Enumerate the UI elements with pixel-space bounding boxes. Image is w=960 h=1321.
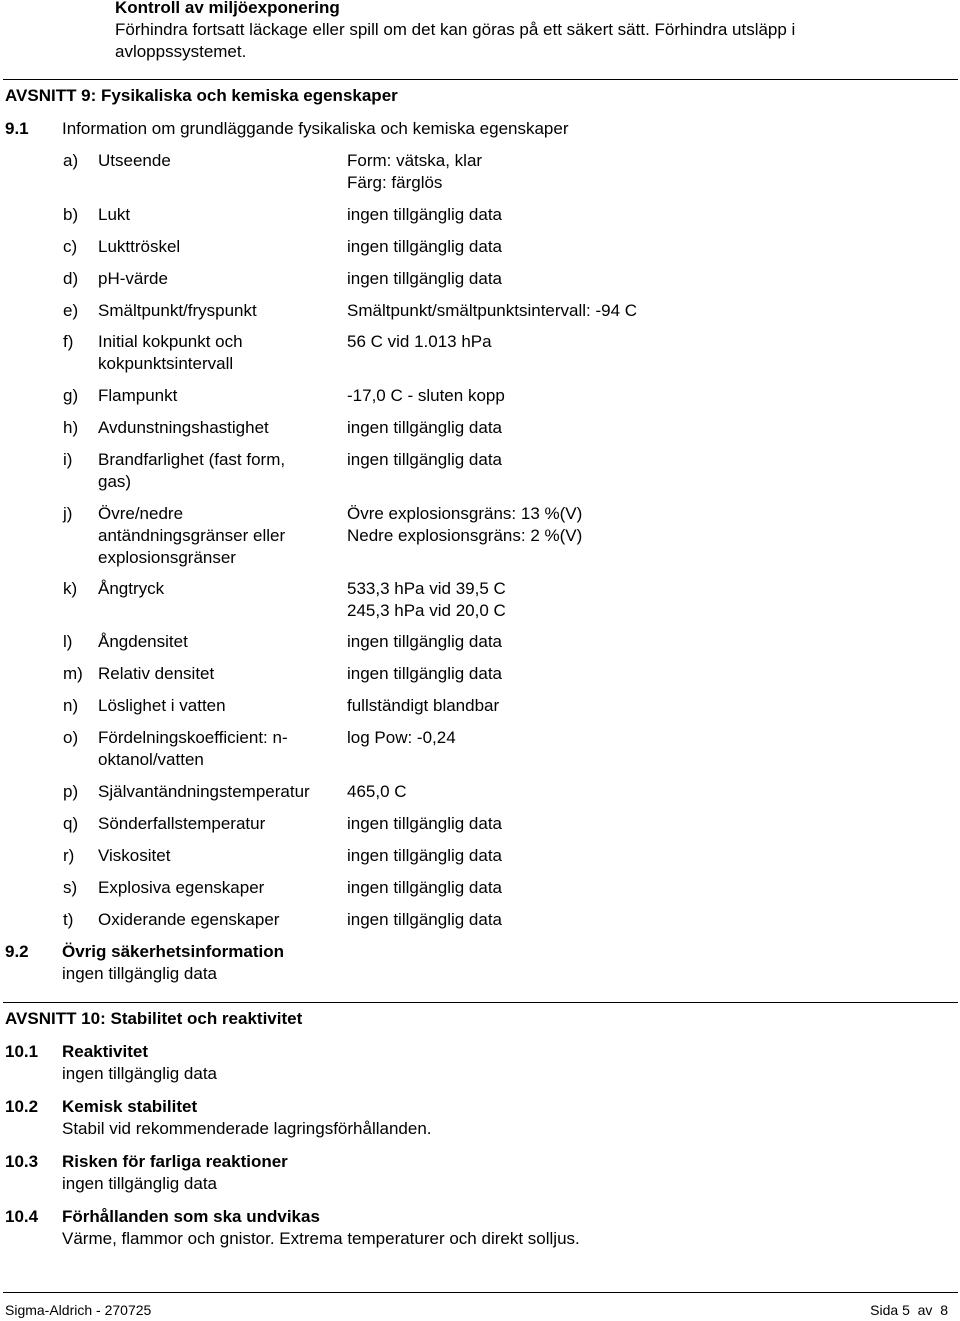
property-value: ingen tillgänglig data [347, 237, 503, 256]
property-value: Form: vätska, klar [347, 151, 483, 170]
environmental-exposure-heading: Kontroll av miljöexponering [115, 0, 340, 17]
property-letter: l) [63, 632, 73, 651]
subsection-10-3-title: Risken för farliga reaktioner [62, 1152, 288, 1171]
property-value: ingen tillgänglig data [347, 450, 503, 469]
property-label: Initial kokpunkt och [98, 332, 243, 351]
property-letter: k) [63, 579, 78, 598]
property-label: antändningsgränser eller [98, 526, 286, 545]
property-value: Övre explosionsgräns: 13 %(V) [347, 504, 583, 523]
subsection-10-2-number: 10.2 [5, 1097, 39, 1116]
subsection-10-1-number: 10.1 [5, 1042, 39, 1061]
property-letter: n) [63, 696, 79, 715]
property-letter: c) [63, 237, 78, 256]
property-letter: p) [63, 782, 79, 801]
property-letter: j) [63, 504, 73, 523]
subsection-10-3-text: ingen tillgänglig data [62, 1174, 218, 1193]
subsection-9-2-text: ingen tillgänglig data [62, 964, 218, 983]
property-label: Sönderfallstemperatur [98, 814, 266, 833]
environmental-exposure-text-line1: Förhindra fortsatt läckage eller spill om det kan göras på ett säkert sätt. Förhindra utsläpp i [115, 20, 796, 39]
property-label: Fördelningskoefficient: n- [98, 728, 288, 747]
property-label: Ångdensitet [98, 632, 188, 651]
property-letter: a) [63, 151, 79, 170]
subsection-10-2-text: Stabil vid rekommenderade lagringsförhållanden. [62, 1119, 432, 1138]
subsection-10-2-title: Kemisk stabilitet [62, 1097, 198, 1116]
property-label: Lukt [98, 205, 131, 224]
property-letter: o) [63, 728, 79, 747]
property-value: ingen tillgänglig data [347, 664, 503, 683]
property-value: ingen tillgänglig data [347, 269, 503, 288]
subsection-10-4-text: Värme, flammor och gnistor. Extrema temperaturer och direkt solljus. [62, 1229, 580, 1248]
footer-page-number: Sida 5 av 8 [870, 1302, 948, 1318]
property-label: gas) [98, 472, 132, 491]
property-letter: i) [63, 450, 73, 469]
property-value: 56 C vid 1.013 hPa [347, 332, 492, 351]
property-label: Explosiva egenskaper [98, 878, 265, 897]
property-label: Relativ densitet [98, 664, 215, 683]
property-value: 465,0 C [347, 782, 407, 801]
section-10-rule [3, 1002, 958, 1003]
property-label: Löslighet i vatten [98, 696, 226, 715]
property-value: ingen tillgänglig data [347, 910, 503, 929]
property-letter: r) [63, 846, 75, 865]
property-letter: m) [63, 664, 83, 683]
property-label: Självantändningstemperatur [98, 782, 310, 801]
property-label: Smältpunkt/fryspunkt [98, 301, 257, 320]
property-label: Ångtryck [98, 579, 165, 598]
property-value: -17,0 C - sluten kopp [347, 386, 505, 405]
subsection-10-1-text: ingen tillgänglig data [62, 1064, 218, 1083]
subsection-10-3-number: 10.3 [5, 1152, 39, 1171]
property-label: Lukttröskel [98, 237, 181, 256]
property-value: ingen tillgänglig data [347, 846, 503, 865]
subsection-9-2-title: Övrig säkerhetsinformation [62, 942, 285, 961]
property-label: Brandfarlighet (fast form, [98, 450, 286, 469]
property-label: Flampunkt [98, 386, 178, 405]
property-value: ingen tillgänglig data [347, 878, 503, 897]
subsection-9-1-number: 9.1 [5, 119, 29, 138]
property-letter: q) [63, 814, 79, 833]
property-letter: d) [63, 269, 79, 288]
property-value: ingen tillgänglig data [347, 632, 503, 651]
property-label: Utseende [98, 151, 171, 170]
property-letter: h) [63, 418, 79, 437]
property-label: pH-värde [98, 269, 168, 288]
property-label: Oxiderande egenskaper [98, 910, 280, 929]
property-letter: t) [63, 910, 74, 929]
subsection-10-1-title: Reaktivitet [62, 1042, 148, 1061]
property-value: fullständigt blandbar [347, 696, 500, 715]
property-label: oktanol/vatten [98, 750, 204, 769]
property-value: Nedre explosionsgräns: 2 %(V) [347, 526, 583, 545]
subsection-9-2-number: 9.2 [5, 942, 29, 961]
property-label: Viskositet [98, 846, 171, 865]
property-value: ingen tillgänglig data [347, 205, 503, 224]
environmental-exposure-text-line2: avloppssystemet. [115, 42, 247, 61]
property-label: explosionsgränser [98, 548, 236, 567]
property-label: Avdunstningshastighet [98, 418, 269, 437]
property-value: Färg: färglös [347, 173, 443, 192]
property-value: Smältpunkt/smältpunktsintervall: -94 C [347, 301, 638, 320]
property-label: kokpunktsintervall [98, 354, 234, 373]
section-9-title: AVSNITT 9: Fysikaliska och kemiska egenskaper [5, 86, 398, 105]
property-value: 245,3 hPa vid 20,0 C [347, 601, 506, 620]
property-letter: s) [63, 878, 78, 897]
property-value: ingen tillgänglig data [347, 814, 503, 833]
property-value: log Pow: -0,24 [347, 728, 456, 747]
subsection-10-4-number: 10.4 [5, 1207, 39, 1226]
property-value: ingen tillgänglig data [347, 418, 503, 437]
subsection-9-1-title: Information om grundläggande fysikaliska och kemiska egenskaper [62, 119, 569, 138]
property-letter: e) [63, 301, 79, 320]
property-value: 533,3 hPa vid 39,5 C [347, 579, 506, 598]
property-letter: f) [63, 332, 74, 351]
property-letter: b) [63, 205, 79, 224]
subsection-10-4-title: Förhållanden som ska undvikas [62, 1207, 320, 1226]
property-letter: g) [63, 386, 79, 405]
property-label: Övre/nedre [98, 504, 184, 523]
footer-product-id: Sigma-Aldrich - 270725 [5, 1302, 152, 1318]
footer-rule [3, 1292, 958, 1293]
section-9-rule [3, 79, 958, 80]
section-10-title: AVSNITT 10: Stabilitet och reaktivitet [5, 1009, 303, 1028]
